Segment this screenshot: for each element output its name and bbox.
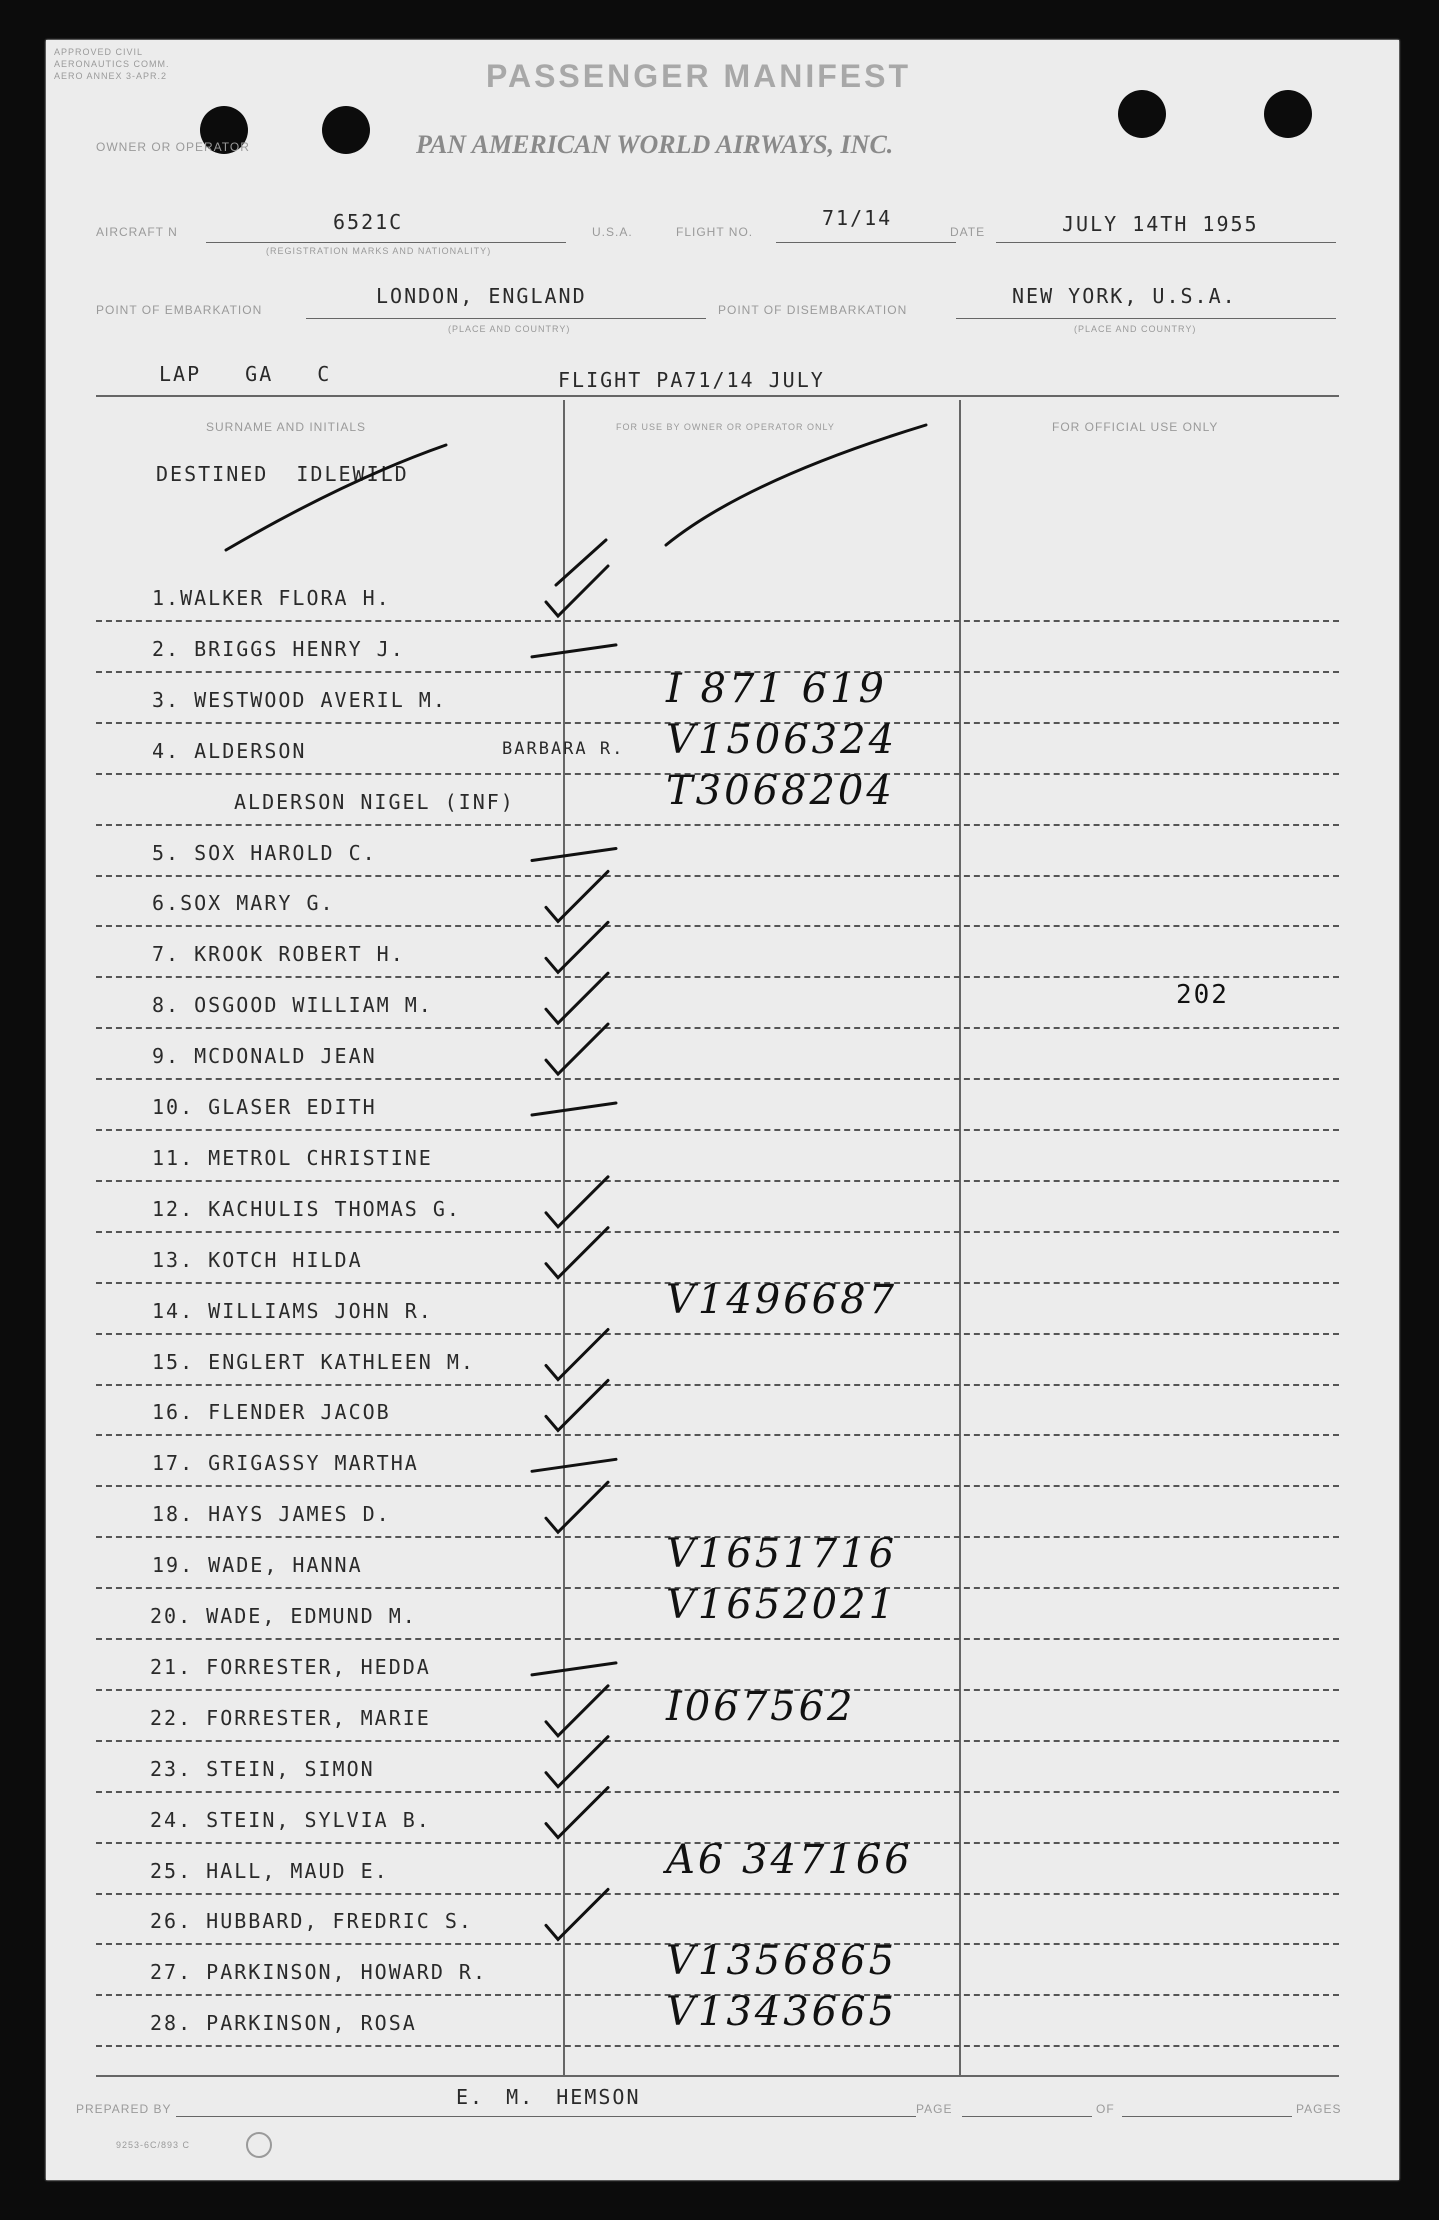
passenger-name: 14. WILLIAMS JOHN R. xyxy=(152,1298,433,1323)
form-title: PASSENGER MANIFEST xyxy=(486,58,911,94)
check-mark xyxy=(546,1686,608,1736)
passenger-name: 11. METROL CHRISTINE xyxy=(152,1145,433,1170)
passenger-name: 7. KROOK ROBERT H. xyxy=(152,942,405,967)
check-mark xyxy=(546,1482,608,1532)
col-official: FOR OFFICIAL USE ONLY xyxy=(1052,420,1219,434)
flight-label: FLIGHT NO. xyxy=(676,225,754,239)
check-mark xyxy=(546,1024,608,1074)
passenger-name: 2. BRIGGS HENRY J. xyxy=(152,636,405,661)
passenger-name: 6.SOX MARY G. xyxy=(152,891,335,916)
of-label: OF xyxy=(1096,2102,1115,2116)
passenger-name: 25. HALL, MAUD E. xyxy=(150,1858,389,1883)
passenger-given-names: BARBARA R. xyxy=(502,738,625,759)
passenger-name: 17. GRIGASSY MARTHA xyxy=(152,1451,419,1476)
passport-number: V1496687 xyxy=(666,1276,898,1323)
embark-label: POINT OF EMBARKATION xyxy=(96,303,263,317)
owner-label: OWNER OR OPERATOR xyxy=(96,140,250,154)
pages-label: PAGES xyxy=(1296,2102,1342,2116)
dash-mark xyxy=(532,1103,616,1115)
aircraft-value: 6521C xyxy=(333,210,404,234)
disembark-value: NEW YORK, U.S.A. xyxy=(1012,284,1237,308)
passport-number: V1356865 xyxy=(666,1938,898,1985)
passenger-name: 9. MCDONALD JEAN xyxy=(152,1044,377,1069)
passenger-name: 16. FLENDER JACOB xyxy=(152,1400,391,1425)
date-value: JULY 14TH 1955 xyxy=(1062,212,1259,236)
passport-number: V1506324 xyxy=(666,716,898,763)
passport-number: A6 347166 xyxy=(666,1836,913,1883)
passport-number: T3068204 xyxy=(666,767,895,814)
check-mark xyxy=(546,1380,608,1430)
passport-number: V1651716 xyxy=(666,1531,898,1578)
owner-value: PAN AMERICAN WORLD AIRWAYS, INC. xyxy=(416,130,894,159)
prepared-label: PREPARED BY xyxy=(76,2102,172,2116)
passenger-name: 15. ENGLERT KATHLEEN M. xyxy=(152,1349,475,1374)
check-mark xyxy=(546,1737,608,1787)
prepared-value: E. M. HEMSON xyxy=(456,2085,641,2109)
passport-number: I067562 xyxy=(666,1683,856,1730)
check-mark xyxy=(546,871,608,921)
passenger-name: 21. FORRESTER, HEDDA xyxy=(150,1654,431,1679)
check-mark xyxy=(546,1228,608,1278)
destined-text: DESTINED IDLEWILD xyxy=(156,462,409,486)
embark-sublabel: (PLACE AND COUNTRY) xyxy=(448,324,571,334)
check-mark xyxy=(546,1788,608,1838)
official-note: 202 xyxy=(1176,980,1229,1010)
passenger-name: 10. GLASER EDITH xyxy=(152,1095,377,1119)
disembark-sublabel: (PLACE AND COUNTRY) xyxy=(1074,324,1197,334)
check-mark xyxy=(556,540,606,585)
passenger-name: 4. ALDERSON xyxy=(152,738,307,763)
col-owner: FOR USE BY OWNER OR OPERATOR ONLY xyxy=(616,422,835,432)
pen-stroke xyxy=(226,445,446,550)
aircraft-sublabel: (REGISTRATION MARKS AND NATIONALITY) xyxy=(266,246,492,256)
passenger-name: 20. WADE, EDMUND M. xyxy=(150,1604,417,1628)
col-surname: SURNAME AND INITIALS xyxy=(206,420,367,434)
passenger-name: 3. WESTWOOD AVERIL M. xyxy=(152,687,447,712)
passenger-name: 5. SOX HAROLD C. xyxy=(152,840,377,865)
date-label: DATE xyxy=(950,225,986,239)
passport-number: I 871 619 xyxy=(666,665,887,712)
aircraft-label: AIRCRAFT N xyxy=(96,225,178,239)
manifest-sheet xyxy=(46,40,1399,2180)
dash-mark xyxy=(532,645,616,657)
page-label: PAGE xyxy=(916,2102,953,2116)
passenger-name: 19. WADE, HANNA xyxy=(152,1553,363,1578)
passenger-name: 8. OSGOOD WILLIAM M. xyxy=(152,993,433,1018)
usa-label: U.S.A. xyxy=(592,225,633,239)
passenger-name: ALDERSON NIGEL (INF) xyxy=(234,789,515,814)
dash-mark xyxy=(532,1459,616,1471)
embark-value: LONDON, ENGLAND xyxy=(376,284,587,308)
passport-number: V1652021 xyxy=(666,1582,898,1628)
pen-stroke xyxy=(666,425,926,545)
lap-text: LAP GA C xyxy=(159,362,332,386)
passenger-name: 27. PARKINSON, HOWARD R. xyxy=(150,1960,487,1985)
dash-mark xyxy=(532,1663,616,1675)
dash-mark xyxy=(532,849,616,861)
flight-line-text: FLIGHT PA71/14 JULY xyxy=(558,368,825,392)
flight-value: 71/14 xyxy=(822,206,893,230)
passenger-name: 18. HAYS JAMES D. xyxy=(152,1502,391,1527)
passenger-name: 24. STEIN, SYLVIA B. xyxy=(150,1807,431,1832)
handwritten-checkmarks xyxy=(46,40,1399,2180)
passenger-name: 23. STEIN, SIMON xyxy=(150,1756,375,1781)
passenger-name: 22. FORRESTER, MARIE xyxy=(150,1705,431,1730)
disembark-label: POINT OF DISEMBARKATION xyxy=(718,303,908,317)
passenger-name: 13. KOTCH HILDA xyxy=(152,1247,363,1272)
check-mark xyxy=(546,1889,608,1939)
check-mark xyxy=(546,1177,608,1227)
check-mark xyxy=(546,1330,608,1380)
form-code: 9253-6C/893 C xyxy=(116,2140,191,2150)
passenger-name: 26. HUBBARD, FREDRIC S. xyxy=(150,1909,473,1934)
passenger-name: 12. KACHULIS THOMAS G. xyxy=(152,1196,461,1221)
check-mark xyxy=(546,973,608,1023)
passport-number: V1343665 xyxy=(666,1989,898,2036)
passenger-name: 1.WALKER FLORA H. xyxy=(152,586,391,610)
check-mark xyxy=(546,922,608,972)
approval-text: APPROVED CIVIL AERONAUTICS COMM. AERO ANNEX 3-APR.2 xyxy=(54,47,170,81)
check-mark xyxy=(546,566,608,616)
passenger-name: 28. PARKINSON, ROSA xyxy=(150,2011,417,2036)
